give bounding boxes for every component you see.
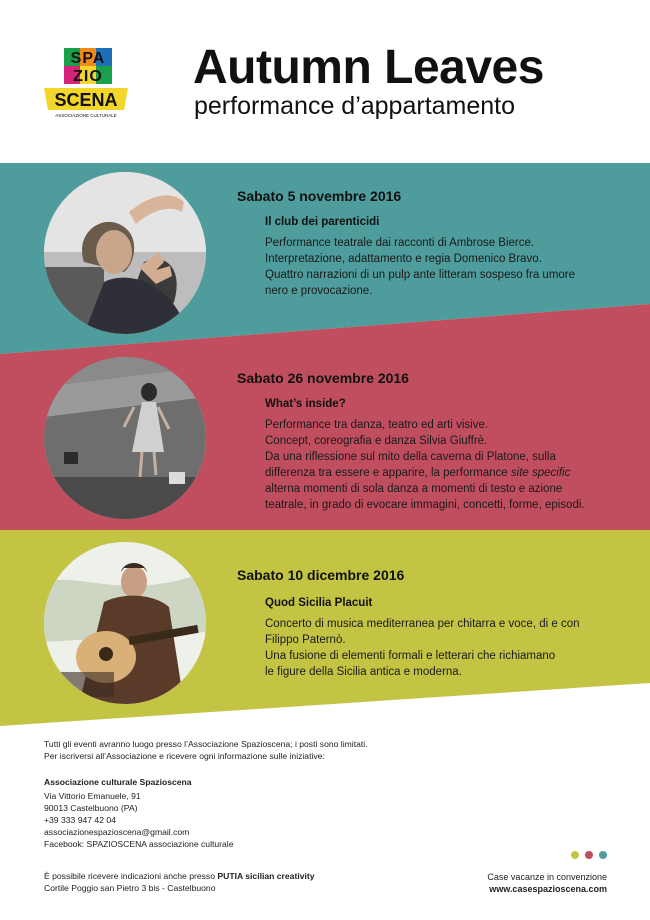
- footer-info-prefix: È possibile ricevere indicazioni anche presso: [44, 871, 218, 881]
- event-2-line: [265, 465, 585, 481]
- page-title: Autumn Leaves: [193, 41, 544, 94]
- event-3-date: Sabato 10 dicembre 2016: [237, 567, 405, 583]
- footer-facebook: Facebook: SPAZIOSCENA associazione culturale: [44, 839, 234, 849]
- footer-contacts: [44, 776, 233, 850]
- partner-link[interactable]: www.casespazioscena.com: [489, 884, 607, 894]
- event-2-line: alterna momenti di sola danza a momenti di testo e azione: [265, 483, 563, 495]
- photo-guitarist: [44, 542, 206, 704]
- event-2-date: Sabato 26 novembre 2016: [237, 370, 409, 386]
- event-1-title: Il club dei parenticidi: [265, 216, 380, 228]
- event-1-description: [265, 235, 575, 299]
- spazioscena-logo: [42, 46, 130, 120]
- event-2-line-text: differenza tra essere e apparire, la performance: [265, 467, 511, 479]
- color-dots: [570, 850, 610, 860]
- svg-text:ASSOCIAZIONE CULTURALE: ASSOCIAZIONE CULTURALE: [55, 113, 117, 118]
- svg-text:SPA: SPA: [70, 50, 106, 67]
- event-1-line: Interpretazione, adattamento e regia Domenico Bravo.: [265, 253, 542, 265]
- event-2-line: Da una riflessione sul mito della caverna di Platone, sulla: [265, 451, 556, 463]
- event-3-line: le figure della Sicilia antica e moderna.: [265, 666, 462, 678]
- footer-intro: [44, 738, 368, 762]
- photo-dancer: [44, 357, 206, 519]
- footer-intro-line: Tutti gli eventi avranno luogo presso l’Associazione Spazioscena; i posti sono limitati.: [44, 739, 368, 749]
- svg-text:ZIO: ZIO: [73, 68, 103, 85]
- event-2-italic: site specific: [510, 467, 571, 479]
- partner-block: [487, 871, 607, 895]
- event-3-line: Filippo Paternò.: [265, 634, 346, 646]
- event-2-line: teatrale, in grado di evocare immagini, concetti, forme, episodi.: [265, 499, 585, 511]
- event-3-description: [265, 616, 580, 680]
- event-2-title: What’s inside?: [265, 398, 346, 410]
- event-3-title: Quod Sicilia Placuit: [265, 597, 373, 609]
- partner-label: Case vacanze in convenzione: [487, 872, 607, 882]
- footer-email-link[interactable]: associazionespazioscena@gmail.com: [44, 827, 190, 837]
- event-1-line: Quattro narrazioni di un pulp ante litteram sospeso fra umore: [265, 269, 576, 281]
- footer-phone: +39 333 947 42 04: [44, 815, 116, 825]
- footer-intro-line: Per iscriversi all’Associazione e ricevere ogni informazione sulle iniziative:: [44, 751, 325, 761]
- page-subtitle: performance d’appartamento: [194, 92, 516, 120]
- photo-man-gesturing: [44, 172, 206, 334]
- event-2-description: [265, 417, 585, 513]
- event-2-line: Performance tra danza, teatro ed arti visive.: [265, 419, 489, 431]
- footer-info-bold: PUTIA sicilian creativity: [217, 871, 315, 881]
- event-1-line: Performance teatrale dai racconti di Ambrose Bierce.: [265, 237, 535, 249]
- svg-text:SCENA: SCENA: [54, 90, 118, 110]
- footer-org: [44, 776, 233, 788]
- footer-info-line: [44, 870, 315, 882]
- footer-org-name: Associazione culturale Spazioscena: [44, 777, 192, 787]
- footer-address: Via Vittorio Emanuele, 91: [44, 791, 141, 801]
- event-1-line: nero e provocazione.: [265, 285, 373, 297]
- event-1-date: Sabato 5 novembre 2016: [237, 188, 402, 204]
- event-3-line: Concerto di musica mediterranea per chitarra e voce, di e con: [265, 618, 580, 630]
- event-2-line: Concept, coreografia e danza Silvia Giuffrè.: [265, 435, 488, 447]
- footer-info: [44, 870, 315, 894]
- event-3-line: Una fusione di elementi formali e letterari che richiamano: [265, 650, 556, 662]
- footer-info-address: Cortile Poggio san Pietro 3 bis - Castelbuono: [44, 883, 216, 893]
- footer-address: 90013 Castelbuono (PA): [44, 803, 138, 813]
